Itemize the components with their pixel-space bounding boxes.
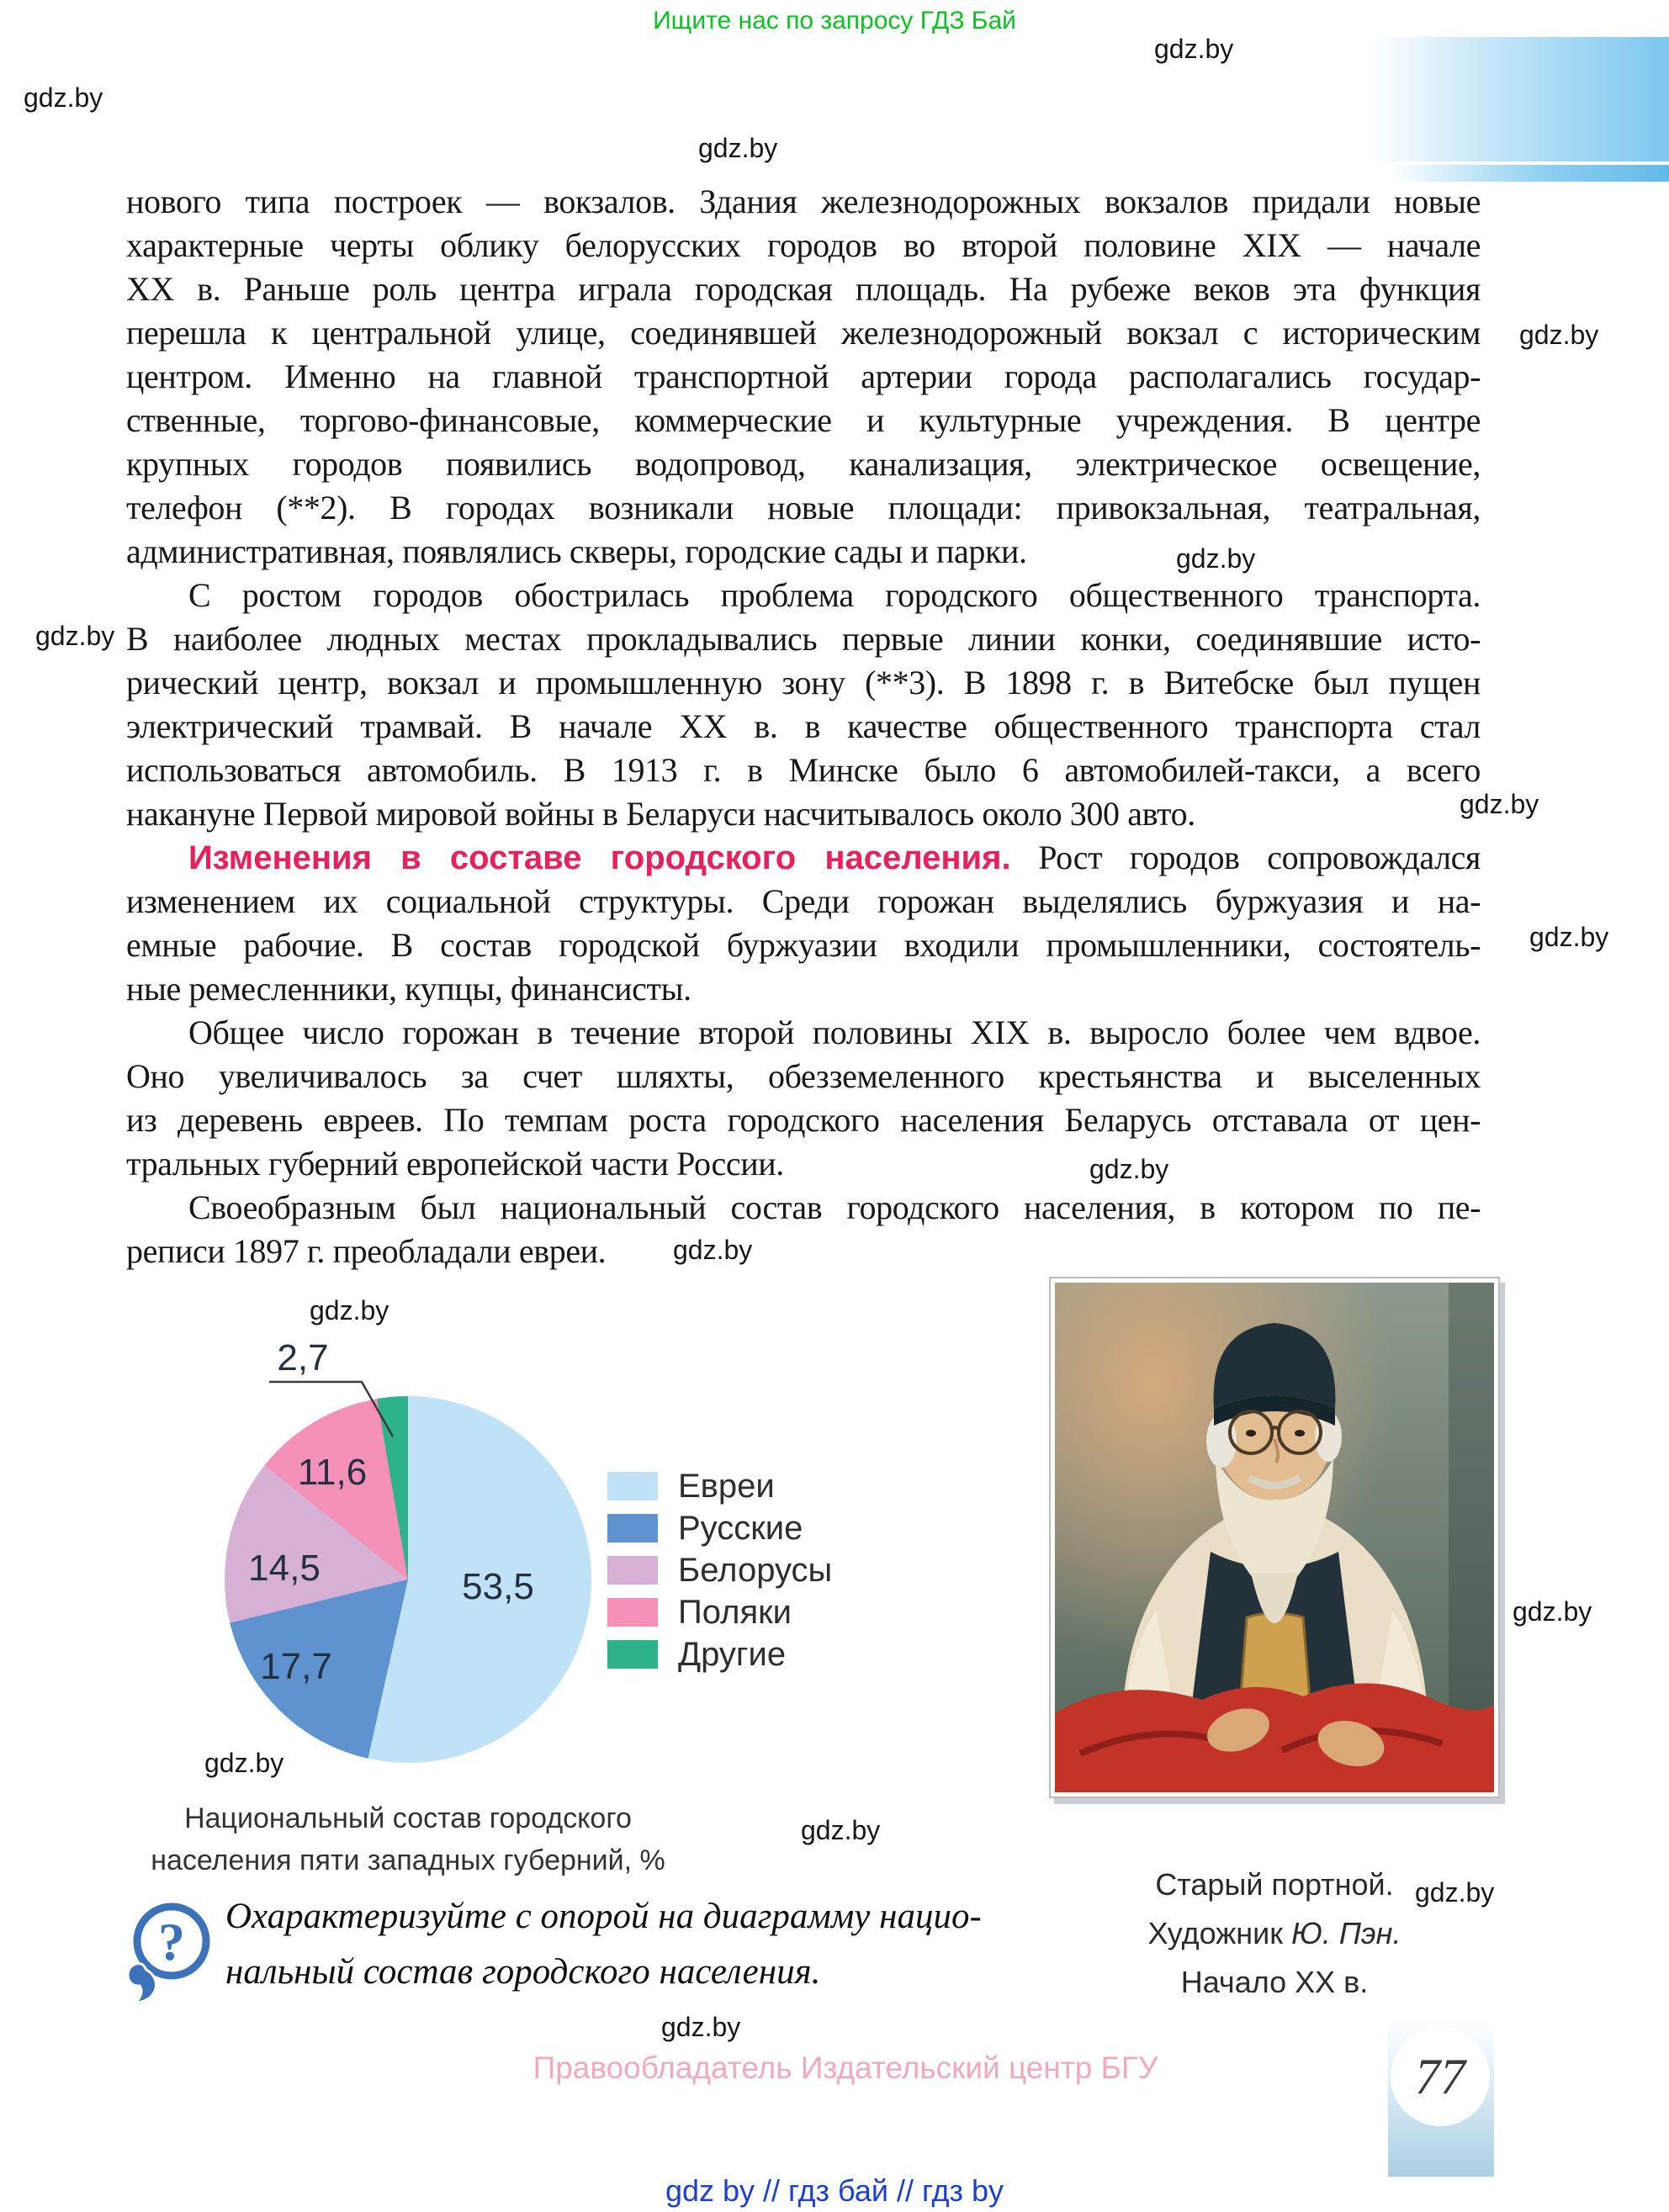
gdz-watermark: gdz.by <box>1154 34 1234 64</box>
body-line <box>126 836 1481 880</box>
legend-label: Русские <box>678 1510 803 1547</box>
body-line: из деревень евреев. По темпам роста городского населения Беларусь отставала от цен- <box>126 1101 1481 1139</box>
body-line: В наиболее людных местах прокладывались первые линии конки, соединявшие исто- <box>126 620 1481 658</box>
painting-old-tailor <box>1049 1277 1500 1798</box>
copyright-text: Правообладатель Издательский центр БГУ <box>532 2051 1158 2085</box>
section-heading: Изменения в составе городского населения. <box>188 839 1011 876</box>
paragraph <box>126 574 1481 836</box>
gdz-watermark: gdz.by <box>1513 1596 1592 1627</box>
body-line: характерные черты облику белорусских городов во второй половине XIX — начале <box>126 226 1481 264</box>
paragraph <box>126 1011 1481 1186</box>
body-line: перешла к центральной улице, соединявшей железнодорожный вокзал с историческим <box>126 314 1481 352</box>
chart-caption-line: населения пяти западных губерний, % <box>151 1844 665 1876</box>
gdz-watermark: gdz.by <box>801 1815 881 1845</box>
body-line: XX в. Раньше роль центра играла городская площадь. На рубеже веков эта функция <box>126 270 1481 308</box>
body-line: ственные, торгово-финансовые, коммерческие и культурные учреждения. В центре <box>126 401 1481 439</box>
gdz-watermark: gdz.by <box>673 1235 753 1265</box>
body-line: рический центр, вокзал и промышленную зону (**3). В 1898 г. в Витебске был пущен <box>126 664 1481 701</box>
footer-links[interactable]: gdz by // гдз бай // гдз by <box>665 2173 1004 2208</box>
legend-item <box>607 1636 832 1673</box>
legend-label: Белорусы <box>678 1552 833 1589</box>
pie-callout-line <box>252 1371 421 1447</box>
legend-swatch <box>607 1640 658 1669</box>
painting-caption <box>1064 1860 1485 2007</box>
body-line: использоваться автомобиль. В 1913 г. в Минске было 6 автомобилей-такси, а всего <box>126 751 1481 789</box>
pie-value-belarusians: 14,5 <box>248 1548 321 1589</box>
body-line: электрический трамвай. В начале XX в. в качестве общественного транспорта стал <box>126 707 1481 745</box>
body-line: Своеобразным был национальный состав городского населения, в котором по пе- <box>188 1188 1481 1226</box>
legend-swatch <box>607 1598 658 1627</box>
gdz-watermark: gdz.by <box>310 1295 389 1326</box>
legend-label: Другие <box>678 1636 787 1673</box>
pie-value-poles: 11,6 <box>297 1452 368 1493</box>
gdz-watermark: gdz.by <box>1519 320 1599 350</box>
legend-swatch <box>607 1556 658 1585</box>
legend-item <box>607 1468 832 1505</box>
body-line: Оно увеличивалось за счет шляхты, обезземеленного крестьянства и выселенных <box>126 1057 1481 1095</box>
gdz-watermark: gdz.by <box>1460 789 1539 819</box>
header-gradient-bar <box>1368 37 1669 161</box>
body-line: тральных губерний европейской части России. <box>126 1145 784 1183</box>
question-line: Охарактеризуйте с опорой на диаграмму нацио- <box>225 1897 982 1936</box>
legend-label: Евреи <box>678 1468 775 1505</box>
body-line: нового типа построек — вокзалов. Здания железнодорожных вокзалов придали новые <box>126 183 1481 220</box>
gdz-watermark: gdz.by <box>1415 1877 1495 1908</box>
gdz-watermark: gdz.by <box>698 133 778 163</box>
painting-artist-prefix: Художник <box>1147 1916 1292 1950</box>
gdz-watermark: gdz.by <box>1176 543 1256 574</box>
chart-caption-line: Национальный состав городского <box>184 1802 632 1834</box>
body-line: изменением их социальной структуры. Среди горожан выделялись буржуазия и на- <box>126 882 1481 920</box>
heading-continuation: Рост городов сопровождался <box>1010 839 1481 876</box>
legend-label: Поляки <box>678 1594 792 1631</box>
gdz-watermark: gdz.by <box>204 1748 284 1778</box>
pie-value-jews: 53,5 <box>462 1566 534 1607</box>
gdz-watermark: gdz.by <box>24 82 103 113</box>
question-mark-icon <box>125 1899 215 2002</box>
paragraph <box>126 180 1481 574</box>
paragraph <box>126 1186 1481 1273</box>
gdz-watermark: gdz.by <box>661 2012 741 2042</box>
body-line: административная, появлялись скверы, городские сады и парки. <box>126 532 1027 570</box>
pie-value-others: 2,7 <box>277 1337 329 1379</box>
chart-caption <box>114 1797 702 1881</box>
painting-artist-name: Ю. Пэн. <box>1291 1916 1401 1950</box>
body-line: реписи 1897 г. преобладали евреи. <box>126 1232 607 1270</box>
body-line: телефон (**2). В городах возникали новые площади: привокзальная, театральная, <box>126 489 1481 527</box>
top-banner-text: Ищите нас по запросу ГДЗ Бай <box>653 7 1016 34</box>
painting-image <box>1055 1283 1494 1792</box>
question-text <box>225 1889 1025 2000</box>
page-number-circle <box>1391 2027 1490 2126</box>
pie-legend <box>607 1468 833 1673</box>
body-line: центром. Именно на главной транспортной артерии города располагались государ- <box>126 357 1481 395</box>
legend-swatch <box>607 1514 658 1543</box>
svg-text:?: ? <box>158 1912 185 1971</box>
legend-item <box>607 1552 833 1589</box>
question-line: нальный состав городского населения. <box>225 1952 821 1992</box>
body-line: ные ремесленники, купцы, финансисты. <box>126 970 691 1008</box>
painting-period: Начало XX в. <box>1180 1965 1369 1999</box>
legend-item <box>607 1510 832 1547</box>
body-line: емные рабочие. В состав городской буржуазии входили промышленники, состоятель- <box>126 926 1481 964</box>
gdz-watermark: gdz.by <box>1089 1154 1169 1184</box>
legend-swatch <box>607 1472 658 1500</box>
body-line: Общее число горожан в течение второй половины XIX в. выросло более чем вдвое. <box>188 1013 1481 1051</box>
article-text <box>126 180 1481 1273</box>
page-number-badge <box>1388 2017 1494 2177</box>
pie-value-russians: 17,7 <box>260 1646 332 1687</box>
legend-item <box>607 1594 832 1631</box>
page-number: 77 <box>1415 2048 1465 2104</box>
header-gradient-strip <box>1390 165 1669 182</box>
body-line: крупных городов появились водопровод, канализация, электрическое освещение, <box>126 445 1481 483</box>
gdz-watermark: gdz.by <box>35 621 115 651</box>
paragraph <box>126 836 1481 1011</box>
painting-title: Старый портной. <box>1155 1867 1394 1902</box>
body-line: С ростом городов обострилась проблема городского общественного транспорта. <box>188 576 1481 614</box>
body-line: накануне Первой мировой войны в Беларуси насчитывалось около 300 авто. <box>126 795 1195 833</box>
gdz-watermark: gdz.by <box>1529 922 1609 952</box>
painting-artist-line <box>1064 1909 1485 1958</box>
